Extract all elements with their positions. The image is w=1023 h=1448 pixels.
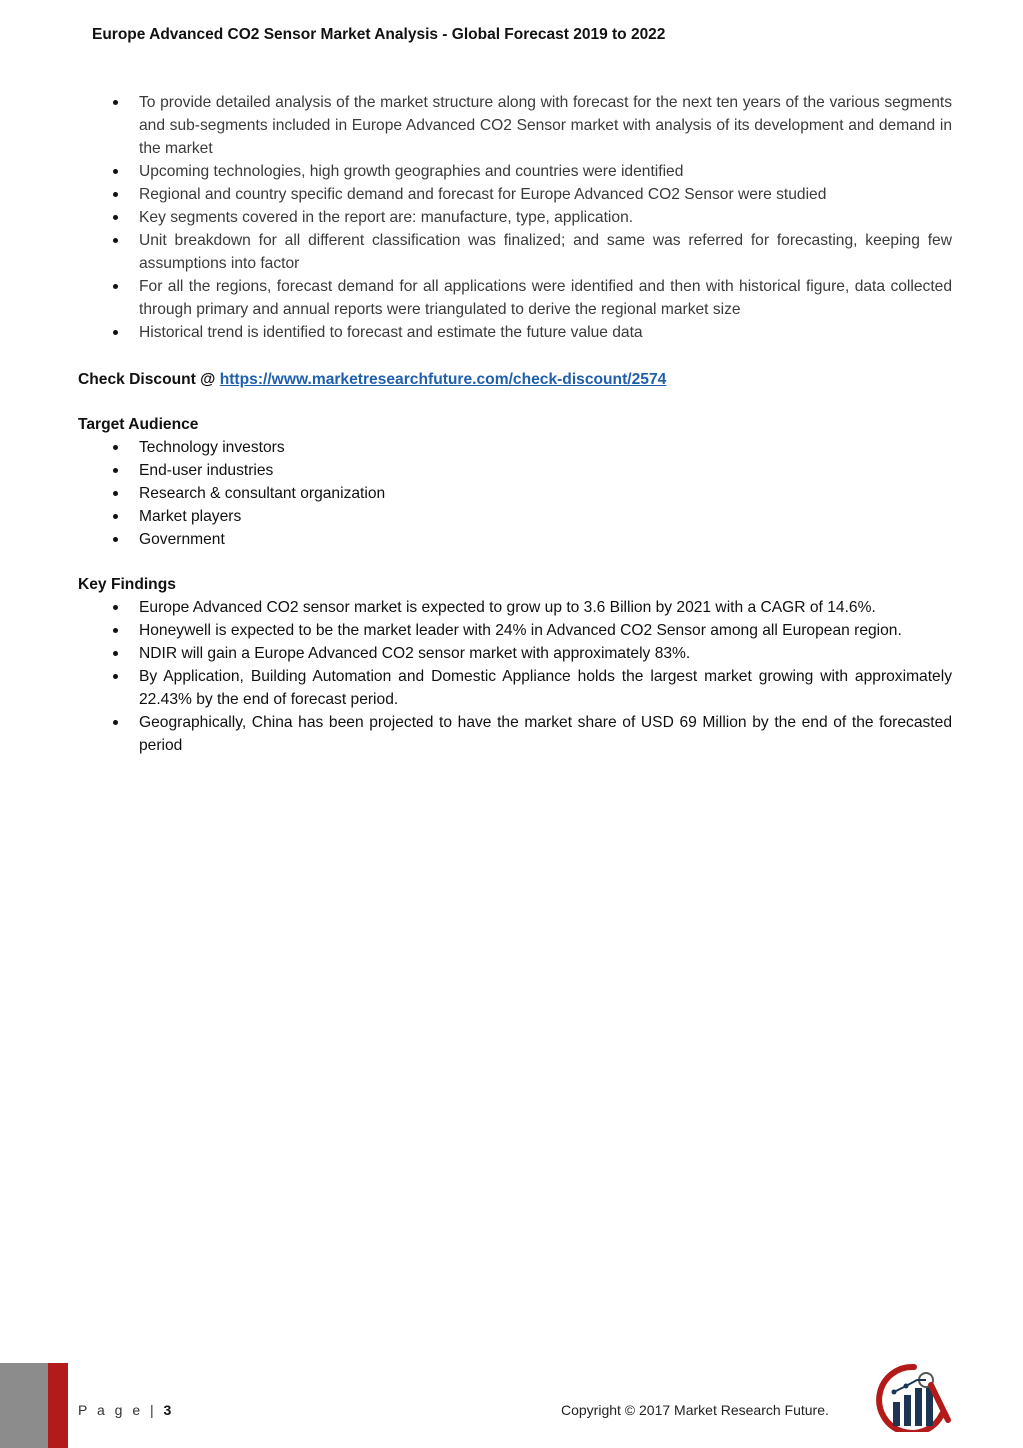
list-item: Research & consultant organization (78, 482, 952, 505)
page-header-title: Europe Advanced CO2 Sensor Market Analysis - Global Forecast 2019 to 2022 (92, 26, 666, 43)
main-content (78, 91, 952, 757)
list-item: By Application, Building Automation and Domestic Appliance holds the largest market growing with approximately 22.43% by the end of forecast period. (78, 665, 952, 711)
market-research-future-logo-icon (874, 1362, 954, 1432)
bullet-icon (113, 628, 118, 633)
check-discount-label: Check Discount @ (78, 371, 220, 388)
list-item: Honeywell is expected to be the market leader with 24% in Advanced CO2 Sensor among all European region. (78, 619, 952, 642)
list-item: NDIR will gain a Europe Advanced CO2 sensor market with approximately 83%. (78, 642, 952, 665)
key-findings-list (78, 596, 952, 757)
page-number (78, 1402, 171, 1418)
footer-gray-bar (0, 1363, 48, 1448)
target-audience-heading: Target Audience (78, 416, 199, 433)
footer-red-bar (48, 1363, 68, 1448)
list-item: For all the regions, forecast demand for all applications were identified and then with historical figure, data collected through primary and annual reports were triangulated to derive the regional market size (78, 275, 952, 321)
copyright-text: Copyright © 2017 Market Research Future. (561, 1402, 829, 1418)
target-audience-list (78, 436, 952, 551)
bullet-icon (113, 491, 118, 496)
objectives-list (78, 91, 952, 344)
bullet-icon (113, 284, 118, 289)
bullet-icon (113, 468, 118, 473)
bullet-icon (113, 238, 118, 243)
list-item: Europe Advanced CO2 sensor market is expected to grow up to 3.6 Billion by 2021 with a CAGR of 14.6%. (78, 596, 952, 619)
key-findings-heading: Key Findings (78, 576, 176, 593)
check-discount-link[interactable]: https://www.marketresearchfuture.com/check-discount/2574 (219, 371, 667, 388)
page-number-value: 3 (163, 1402, 172, 1418)
list-item: End-user industries (78, 459, 952, 482)
list-item: To provide detailed analysis of the market structure along with forecast for the next ten years of the various segments and sub-segments included in Europe Advanced CO2 Sensor market with analysis of its development and demand in the market (78, 91, 952, 160)
bullet-icon (113, 100, 118, 105)
list-item: Key segments covered in the report are: manufacture, type, application. (78, 206, 952, 229)
page-label: P a g e | (78, 1402, 157, 1418)
list-item: Unit breakdown for all different classification was finalized; and same was referred for forecasting, keeping few assumptions into factor (78, 229, 952, 275)
list-item: Upcoming technologies, high growth geographies and countries were identified (78, 160, 952, 183)
bullet-icon (113, 330, 118, 335)
check-discount-line (78, 368, 952, 391)
list-item: Regional and country specific demand and forecast for Europe Advanced CO2 Sensor were studied (78, 183, 952, 206)
list-item: Historical trend is identified to forecast and estimate the future value data (78, 321, 952, 344)
bullet-icon (113, 514, 118, 519)
list-item: Market players (78, 505, 952, 528)
bullet-icon (113, 445, 118, 450)
bullet-icon (113, 537, 118, 542)
bullet-icon (113, 215, 118, 220)
list-item: Technology investors (78, 436, 952, 459)
bullet-icon (113, 674, 118, 679)
list-item: Government (78, 528, 952, 551)
bullet-icon (113, 169, 118, 174)
bullet-icon (113, 605, 118, 610)
list-item: Geographically, China has been projected to have the market share of USD 69 Million by the end of the forecasted period (78, 711, 952, 757)
bullet-icon (113, 192, 118, 197)
bullet-icon (113, 651, 118, 656)
bullet-icon (113, 720, 118, 725)
